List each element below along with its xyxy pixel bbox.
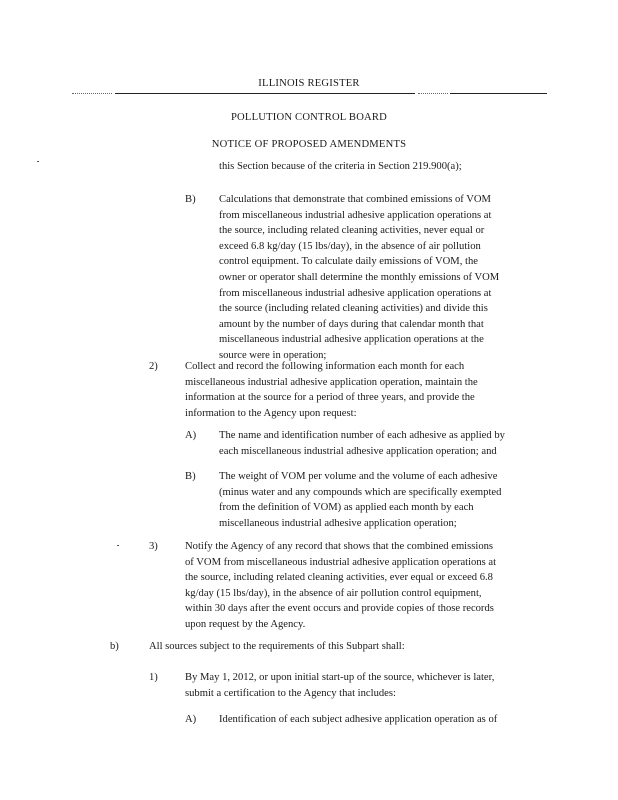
text-line: the source, including related cleaning activities, ever equal or exceed 6.8: [185, 572, 493, 584]
text-line: All sources subject to the requirements of this Subpart shall:: [149, 641, 405, 652]
scan-speck: [117, 545, 119, 546]
board-title: POLLUTION CONTROL BOARD: [230, 112, 388, 123]
item-label: 1): [149, 672, 158, 683]
item-label: B): [185, 471, 196, 482]
text-line: Notify the Agency of any record that shows that the combined emissions: [185, 541, 494, 552]
text-line: Identification of each subject adhesive application operation as of: [219, 714, 498, 725]
text-line: this Section because of the criteria in Section 219.900(a);: [219, 161, 462, 172]
text-line: source were in operation;: [219, 349, 327, 361]
register-title: ILLINOIS REGISTER: [258, 78, 360, 89]
item-text: [219, 712, 497, 728]
item-label: 2): [149, 361, 158, 372]
text-line: The weight of VOM per volume and the volume of each adhesive: [219, 471, 498, 482]
text-line: miscellaneous industrial adhesive application operation;: [219, 517, 457, 529]
text-line: from miscellaneous industrial adhesive application operations at: [219, 209, 492, 221]
text-line: upon request by the Agency.: [185, 618, 306, 630]
header-rule-dotted-right: [418, 93, 448, 94]
text-line: information at the source for a period of three years, and provide the: [185, 392, 475, 404]
header-rule: [115, 93, 415, 94]
text-line: control equipment. To calculate daily emissions of VOM, the: [219, 256, 478, 268]
item-text: [219, 192, 499, 364]
text-line: Calculations that demonstrate that combined emissions of VOM: [219, 194, 491, 205]
text-line: miscellaneous industrial adhesive application operations at the: [219, 334, 484, 346]
continuation-text: [219, 159, 462, 175]
item-label: B): [185, 194, 196, 205]
item-label: b): [110, 641, 119, 652]
header-rule-dotted-left: [72, 93, 112, 94]
notice-title: NOTICE OF PROPOSED AMENDMENTS: [211, 139, 407, 150]
text-line: information to the Agency upon request:: [185, 407, 357, 419]
item-label: A): [185, 430, 197, 441]
item-text: [219, 469, 501, 531]
item-text: [185, 539, 496, 633]
item-text: [185, 670, 494, 701]
text-line: exceed 6.8 kg/day (15 lbs/day), in the absence of air pollution: [219, 240, 481, 252]
header-rule-right: [450, 93, 547, 94]
item-text: [185, 359, 478, 421]
text-line: of VOM from miscellaneous industrial adhesive application operations at: [185, 556, 497, 568]
item-label: A): [185, 714, 197, 725]
text-line: (minus water and any compounds which are specifically exempted: [219, 486, 502, 498]
text-line: within 30 days after the event occurs and provide copies of those records: [185, 603, 494, 615]
text-line: amount by the number of days during that calendar month that: [219, 318, 484, 330]
text-line: the source (including related cleaning activities) and divide this: [219, 303, 488, 315]
text-line: submit a certification to the Agency that includes:: [185, 687, 396, 699]
text-line: from miscellaneous industrial adhesive application operations at: [219, 287, 492, 299]
text-line: owner or operator shall determine the monthly emissions of VOM: [219, 271, 500, 283]
text-line: from the definition of VOM) as applied each month by each: [219, 502, 474, 514]
text-line: each miscellaneous industrial adhesive application operation; and: [219, 445, 497, 457]
text-line: the source, including related cleaning activities, never equal or: [219, 225, 485, 237]
scan-speck: [37, 161, 39, 162]
item-text: [149, 639, 405, 655]
text-line: kg/day (15 lbs/day), in the absence of air pollution control equipment,: [185, 587, 482, 599]
item-text: [219, 428, 505, 459]
text-line: miscellaneous industrial adhesive application operation, maintain the: [185, 376, 478, 388]
text-line: Collect and record the following information each month for each: [185, 361, 465, 372]
text-line: By May 1, 2012, or upon initial start-up of the source, whichever is later,: [185, 672, 495, 683]
item-label: 3): [149, 541, 158, 552]
text-line: The name and identification number of each adhesive as applied by: [219, 430, 505, 441]
